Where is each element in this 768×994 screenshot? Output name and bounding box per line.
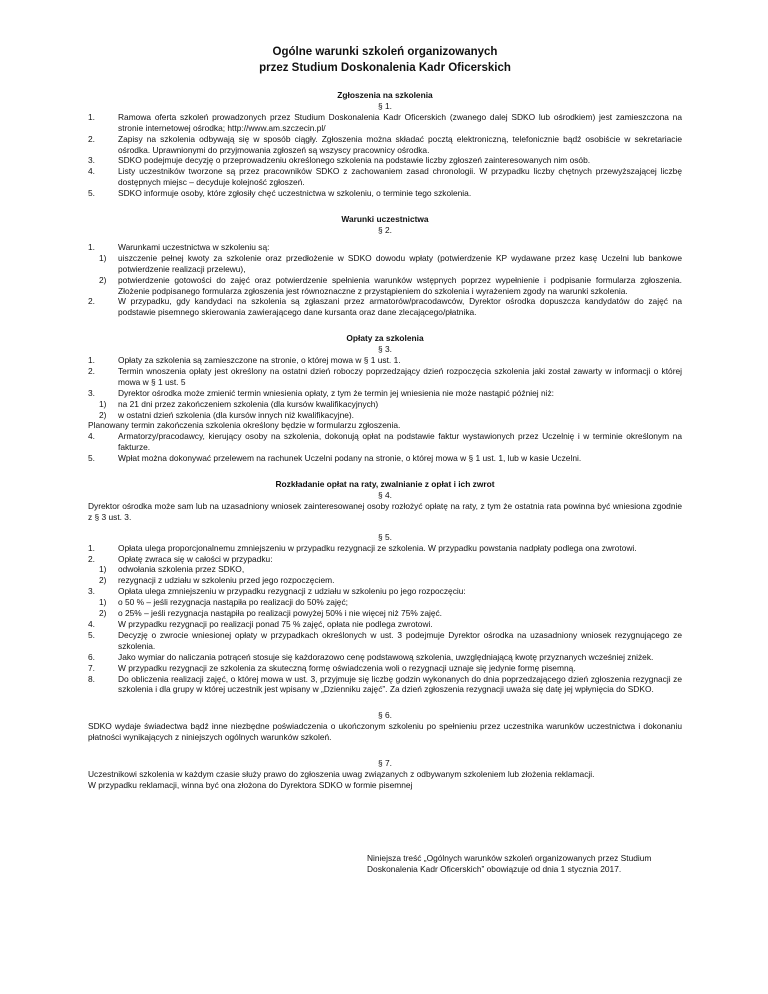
list-item <box>88 652 682 663</box>
sub-item-text: o 50 % – jeśli rezygnacja nastąpiła po realizacji do 50% zajęć; <box>118 597 348 608</box>
title-line-1: Ogólne warunki szkoleń organizowanych <box>272 46 498 58</box>
item-text: Jako wymiar do naliczania potrąceń stosuje się każdorazowo cenę podstawową szkolenia, uwzględniającą kwotę przyznanych wcześniej zniżek. <box>118 651 654 662</box>
section-2-heading: Warunki uczestnictwa <box>341 214 429 225</box>
section-3-paragraph-number: § 3. <box>378 344 392 355</box>
section-3-heading: Opłaty za szkolenia <box>346 333 424 344</box>
item-text: Opłaty za szkolenia są zamieszczone na stronie, o której mowa w § 1 ust. 1. <box>118 355 401 366</box>
section-1-paragraph-number: § 1. <box>378 100 392 111</box>
list-item <box>88 242 682 253</box>
item-text: Ramowa oferta szkoleń prowadzonych przez Studium Doskonalenia Kadr Oficerskich (zwanego dalej SDKO lub ośrodkiem) jest zamieszczona na stronie internetowej ośrodka; http://www.am.szczecin.pl/ <box>118 111 682 133</box>
section-6 <box>88 710 682 743</box>
list-item <box>88 112 682 134</box>
item-text: Zapisy na szkolenia odbywają się w sposób ciągły. Zgłoszenia można składać pocztą elektroniczną, telefonicznie bądź osobiście w sekretariacie ośrodka. Uprawnionymi do przyjmowania zgłoszeń są wszyscy pracownicy ośrodka. <box>118 133 682 155</box>
item-number: 1. <box>88 542 95 553</box>
sub-item-text: uiszczenie pełnej kwoty za szkolenie oraz przedłożenie w SDKO dowodu wpłaty (potwierdzenie KP wydawane przez kasę Uczelni lub bankowe potwierdzenie realizacji przelewu), <box>118 252 682 274</box>
section-4-heading: Rozkładanie opłat na raty, zwalnianie z opłat i ich zwrot <box>275 479 495 490</box>
list-item <box>88 388 682 399</box>
section-3 <box>88 333 682 464</box>
item-note: Planowany termin zakończenia szkolenia określony będzie w formularzu zgłoszenia. <box>88 420 401 431</box>
list-item <box>88 453 682 464</box>
sub-item <box>88 410 682 421</box>
item-number: 7. <box>88 662 95 673</box>
item-number: 5. <box>88 629 95 640</box>
section-4-paragraph-number: § 4. <box>378 490 392 500</box>
section-7-paragraph-number: § 7. <box>378 758 392 769</box>
list-item <box>88 134 682 156</box>
sub-item <box>88 253 682 275</box>
item-text: Wpłat można dokonywać przelewem na rachunek Uczelni podany na stronie, o której mowa w § 1 ust. 1, lub w kasie Uczelni. <box>118 453 582 464</box>
list-item <box>88 296 682 318</box>
document-page <box>88 44 682 800</box>
item-number: 3. <box>88 387 95 398</box>
item-text: Listy uczestników tworzone są przez pracowników SDKO z zachowaniem zasad chronologii. W przypadku liczby chętnych przewyższającej liczbę dostępnych miejsc – decyduje kolejność zgłoszeń. <box>118 166 682 188</box>
sub-item-number: 1) <box>99 252 107 263</box>
list-item <box>88 366 682 388</box>
item-text: W przypadku rezygnacji ze szkolenia za skuteczną formę oświadczenia woli o rezygnacji uznaje się jedynie formę pisemną. <box>118 662 576 673</box>
item-text: SDKO informuje osoby, które zgłosiły chęć uczestnictwa w szkoleniu, o terminie tego szkolenia. <box>118 188 472 199</box>
sub-item-number: 2) <box>99 274 107 285</box>
sub-item-number: 1) <box>99 564 107 575</box>
sub-item-text: na 21 dni przez zakończeniem szkolenia (dla kursów kwalifikacyjnych) <box>118 398 379 409</box>
document-title <box>88 44 682 76</box>
item-text: Do obliczenia realizacji zajęć, o której mowa w ust. 3, przyjmuje się liczbę godzin wykonanych do dnia poprzedzającego dzień zgłoszenia rezygnacji ze szkolenia i dla grupy w której uczestnik jest wpisany w „Dzienniku zajęć”. Za dzień zgłoszenia rezygnacji uważa się datę jej wpłynięcia do SDKO. <box>118 673 682 695</box>
item-number: 3. <box>88 155 95 166</box>
item-text: Opłatę zwraca się w całości w przypadku: <box>118 553 273 564</box>
list-item <box>88 155 682 166</box>
item-number: 2. <box>88 133 95 144</box>
item-text: SDKO podejmuje decyzję o przeprowadzeniu określonego szkolenia na podstawie liczby zgłoszeń zainteresowanych nim osób. <box>118 155 591 166</box>
list-item <box>88 166 682 188</box>
sub-item-text: o 25% – jeśli rezygnacja nastąpiła po realizacji powyżej 50% i nie więcej niż 75% zajęć. <box>118 608 443 619</box>
sub-item <box>88 597 682 608</box>
item-number: 2. <box>88 296 95 307</box>
item-number: 4. <box>88 431 95 442</box>
section-2-paragraph-number: § 2. <box>378 224 392 235</box>
sub-item-text: potwierdzenie gotowości do zajęć oraz potwierdzenie spełnienia warunków wstępnych poprzez wypełnienie i podpisanie formularza zgłoszenia. Złożenie podpisanego formularza zgłoszenia jest równoznaczne z przystąpieniem do szkolenia i wyrażeniem zgody na warunki szkolenia. <box>118 274 682 296</box>
section-7-text-2: W przypadku reklamacji, winna być ona złożona do Dyrektora SDKO w formie pisemnej <box>88 779 413 790</box>
item-number: 1. <box>88 355 95 366</box>
sub-item <box>88 399 682 410</box>
item-number: 3. <box>88 586 95 597</box>
item-number: 4. <box>88 166 95 177</box>
list-item <box>88 188 682 199</box>
section-1 <box>88 90 682 199</box>
sub-item-number: 2) <box>99 409 107 420</box>
sub-item-number: 2) <box>99 575 107 586</box>
item-text: Armatorzy/pracodawcy, kierujący osoby na szkolenia, dokonują opłat na podstawie faktur wystawionych przez Uczelnię i w terminie określonym na fakturze. <box>118 431 682 453</box>
sub-item-text: w ostatni dzień szkolenia (dla kursów innych niż kwalifikacyjne). <box>118 409 354 420</box>
list-item <box>88 554 682 565</box>
list-item <box>88 586 682 597</box>
list-item <box>88 619 682 630</box>
sub-item-number: 1) <box>99 597 107 608</box>
item-text: W przypadku, gdy kandydaci na szkolenia są zgłaszani przez armatorów/pracodawców, Dyrektor ośrodka dopuszcza kandydatów do zajęć na podstawie pisemnego skierowania zawierającego dane kursanta oraz dane zlecającego/płatnika. <box>118 296 682 318</box>
validity-statement: Niniejsza treść „Ogólnych warunków szkoleń organizowanych przez Studium Doskonalenia Kadr Oficerskich” obowiązuje od dnia 1 stycznia 2017. <box>367 853 652 875</box>
list-item <box>88 630 682 652</box>
list-item <box>88 543 682 554</box>
sub-item-number: 2) <box>99 608 107 619</box>
section-7-text-1: Uczestnikowi szkolenia w każdym czasie służy prawo do zgłoszenia uwag związanych z odbywanym szkoleniem lub złożenia reklamacji. <box>88 768 595 779</box>
item-number: 4. <box>88 618 95 629</box>
item-number: 2. <box>88 365 95 376</box>
item-number: 6. <box>88 651 95 662</box>
sub-item <box>88 608 682 619</box>
section-7 <box>88 758 682 791</box>
section-1-list <box>88 112 682 199</box>
item-text: Warunkami uczestnictwa w szkoleniu są: <box>118 241 270 252</box>
section-5 <box>88 532 682 696</box>
item-text: Dyrektor ośrodka może zmienić termin wniesienia opłaty, z tym że termin jej wniesienia nie może nastąpić później niż: <box>118 387 554 398</box>
sub-item-text: odwołania szkolenia przez SDKO, <box>118 564 245 575</box>
sub-item <box>88 275 682 297</box>
item-number: 1. <box>88 111 95 122</box>
section-5-paragraph-number: § 5. <box>378 531 392 542</box>
list-item <box>88 674 682 696</box>
list-item <box>88 355 682 366</box>
item-number: 5. <box>88 453 95 464</box>
section-2 <box>88 214 682 318</box>
item-number: 5. <box>88 188 95 199</box>
list-item <box>88 663 682 674</box>
sub-item <box>88 564 682 575</box>
section-4-text: Dyrektor ośrodka może sam lub na uzasadniony wniosek zainteresowanej osoby rozłożyć opłatę na raty, z tym że ostatnia rata powinna być wniesiona zgodnie z § 3 ust. 3. <box>88 500 682 522</box>
item-number: 8. <box>88 673 95 684</box>
item-text: Opłata ulega proporcjonalnemu zmniejszeniu w przypadku rezygnacji ze szkolenia. W przypadku powstania nadpłaty podlega ona zwrotowi. <box>118 542 637 553</box>
item-text: Opłata ulega zmniejszeniu w przypadku rezygnacji z udziału w szkoleniu po jego rozpoczęciu: <box>118 586 466 597</box>
sub-item-text: rezygnacji z udziału w szkoleniu przed jego rozpoczęciem. <box>118 575 335 586</box>
item-text: Decyzję o zwrocie wniesionej opłaty w przypadkach określonych w ust. 3 podejmuje Dyrektor ośrodka na uzasadniony wniosek rezygnującego ze szkolenia. <box>118 629 682 651</box>
list-item <box>88 431 682 453</box>
item-number: 1. <box>88 241 95 252</box>
sub-item-number: 1) <box>99 398 107 409</box>
item-text: Termin wnoszenia opłaty jest określony na ostatni dzień roboczy poprzedzający dzień rozpoczęcia szkolenia jaki został zawarty w informacji o której mowa w § 1 ust. 5 <box>118 365 682 387</box>
item-number: 2. <box>88 553 95 564</box>
section-4 <box>88 479 682 523</box>
section-1-heading: Zgłoszenia na szkolenia <box>337 90 433 100</box>
sub-item <box>88 575 682 586</box>
title-line-2: przez Studium Doskonalenia Kadr Oficerskich <box>259 62 511 74</box>
section-6-paragraph-number: § 6. <box>378 710 392 721</box>
item-text: W przypadku rezygnacji po realizacji ponad 75 % zajęć, opłata nie podlega zwrotowi. <box>118 618 433 629</box>
section-6-text: SDKO wydaje świadectwa bądź inne niezbędne poświadczenia o ukończonym szkoleniu po spełnieniu przez uczestnika warunków uczestnictwa i dokonaniu płatności wynikających z niniejszych ogólnych warunków szkoleń. <box>88 721 682 743</box>
